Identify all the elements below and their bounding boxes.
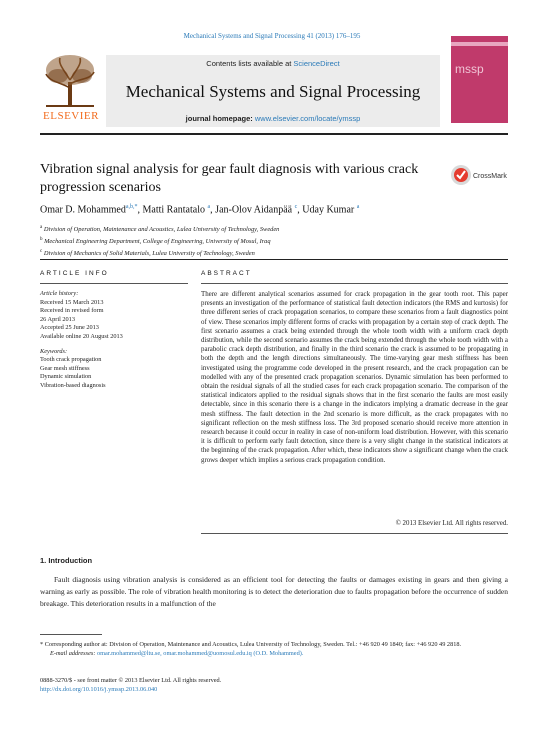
cover-label: mssp xyxy=(455,62,484,76)
crossmark-icon[interactable] xyxy=(450,163,508,187)
author-name[interactable]: Matti Rantatalo xyxy=(142,204,205,216)
info-rule xyxy=(40,283,188,284)
author-sup[interactable]: a,b,* xyxy=(125,204,138,210)
article-info xyxy=(40,290,190,391)
article-title: Vibration signal analysis for gear fault diagnosis with various crack progression scenarios xyxy=(40,162,419,195)
header-rule xyxy=(40,133,508,135)
history-item: Available online 20 August 2013 xyxy=(40,332,123,340)
abstract-text: There are different analytical scenarios assumed for crack propagation in the gear tooth root. This paper presents an investigation of the performance of statistical fault detection indicators (the RMS and kurtosis) for three different series of crack propagation scenarios, to compare these scenarios from a fault diagnostics point of view. These scenarios imply different forms of cracks with propagation by a certain step of crack depth. The first scenario assumes a crack being extended through the whole tooth width with a uniform crack depth distribution, while the second scenario assumes the crack being extended through the whole tooth width with a parabolic crack depth distribution, and finally in the third scenario the crack is assumed to be propagating in both the depth and the length directions simultaneously. The time-varying gear mesh stiffness has been investigated using the programme code developed in the present research, and the crack propagation can be modelled with any of the presented crack propagation scenarios. Dynamic simulation has been performed to obtain the residual signals of all the studied cases for each crack propagation scenario. The comparison of the statistical indicators applied to the residual signals shows that in the first scenario the faults are most easily detectable, since in this scenario there is a change in the indicators implying a dramatic decrease in the gear mesh stiffness. The fault detection in the 2nd scenario is more difficult, as the crack propagates with no significant reflection on the mesh stiffness loss. The 3rd proposed scenario should receive more attention in research because it could occur in reality in case of non-uniform load distribution. However, with this scenario it is difficult to perform early fault detection, since there is a very slight change in the statistical indicators at the beginning of the crack propagation. After which, these indicators show a significant change when the crack grows deeper which implies a serious crack propagation condition. xyxy=(201,291,508,464)
issn-block xyxy=(40,676,508,694)
affiliation-text: Division of Mechanics of Solid Materials, Lulea University of Technology, Sweden xyxy=(43,250,255,258)
copyright: © 2013 Elsevier Ltd. All rights reserved. xyxy=(395,520,508,527)
affiliation xyxy=(40,247,508,259)
author-list: Omar D. Mohammed$^{a,b,*}$, Matti Rantatalo $^a$, Jan-Olov Aidanpää $^c$, Uday Kumar $^a$ xyxy=(40,204,360,216)
author-sup[interactable]: c xyxy=(294,204,298,210)
abstract-end-rule xyxy=(201,533,508,534)
email-links[interactable]: omar.mohammed@ltu.se, omar.mohammed@uomosul.edu.iq (O.D. Mohammed). xyxy=(97,650,304,657)
affiliation-sup: a xyxy=(40,225,43,230)
footnote-rule xyxy=(40,634,102,635)
keywords-label: Keywords: xyxy=(40,347,68,355)
homepage-link[interactable]: www.elsevier.com/locate/ymssp xyxy=(254,114,361,123)
crossmark-label: CrossMark xyxy=(473,173,507,180)
abstract-heading: ABSTRACT xyxy=(201,270,252,277)
keyword: Vibration-based diagnosis xyxy=(40,381,106,389)
affiliation-text: Division of Operation, Maintenance and Acoustics, Lulea University of Technology, Sweden xyxy=(43,226,280,234)
elsevier-tree-logo xyxy=(40,52,100,110)
history-item: Received in revised form xyxy=(40,307,104,315)
contents-line xyxy=(106,59,440,68)
publisher-name: ELSEVIER xyxy=(43,110,99,122)
history-label: Article history: xyxy=(40,290,79,297)
contents-prefix: Contents lists available at xyxy=(206,59,294,68)
author-name[interactable]: Jan-Olov Aidanpää xyxy=(215,204,293,216)
history-item: 26 April 2013 xyxy=(40,315,75,323)
intro-paragraph: Fault diagnosis using vibration analysis is considered as an efficient tool for detecting the faults or damages existing in gears and then giving a warning as early as possible. The role of vibration health monitoring is to detect the deterioration due to faults propagation before the occurrence of sudden breakage. This deterioration results in a malfunction of the xyxy=(40,575,508,608)
affiliation-sup: b xyxy=(40,237,43,243)
article-info-heading: ARTICLE INFO xyxy=(40,270,109,277)
history-item: Received 15 March 2013 xyxy=(40,298,104,306)
footnote xyxy=(40,640,508,658)
keyword: Gear mesh stiffness xyxy=(40,364,90,372)
abstract-rule xyxy=(201,283,508,284)
author-name[interactable]: Uday Kumar xyxy=(302,204,355,216)
affiliation xyxy=(40,223,508,235)
affiliations xyxy=(40,223,508,259)
homepage-prefix: journal homepage: xyxy=(185,114,255,123)
keyword: Dynamic simulation xyxy=(40,373,92,381)
affiliation-text: Mechanical Engineering Department, College of Engineering, University of Mosul, Iraq xyxy=(44,238,271,246)
homepage-line xyxy=(106,114,440,123)
keyword: Tooth crack propagation xyxy=(40,356,102,364)
corresponding-author: * Corresponding author at: Division of Operation, Maintenance and Acoustics, Lulea University of Technology, Sweden. Tel.: +46 920 49 1840; fax: +46 920 49 2818. xyxy=(40,641,462,648)
history-item: Accepted 25 June 2013 xyxy=(40,324,99,332)
author-sup[interactable]: a xyxy=(207,204,211,210)
author-name[interactable]: Omar D. Mohammed xyxy=(40,204,126,216)
affiliation-rule xyxy=(40,259,508,260)
cover-strip xyxy=(451,42,508,46)
affiliation xyxy=(40,235,508,247)
email-label: E-mail addresses: xyxy=(50,650,96,657)
affiliation-sup: c xyxy=(40,249,43,255)
doi-link[interactable]: http://dx.doi.org/10.1016/j.ymssp.2013.06.040 xyxy=(40,686,158,693)
sciencedirect-link[interactable]: ScienceDirect xyxy=(293,59,340,68)
section-heading: 1. Introduction xyxy=(40,556,93,565)
author-sup[interactable]: a xyxy=(356,204,360,210)
journal-cover[interactable] xyxy=(451,36,508,123)
issn-line: 0888-3270/$ - see front matter © 2013 Elsevier Ltd. All rights reserved. xyxy=(40,677,222,684)
running-head[interactable]: Mechanical Systems and Signal Processing 41 (2013) 176–195 xyxy=(183,32,361,40)
journal-title: Mechanical Systems and Signal Processing xyxy=(125,82,421,101)
email-line xyxy=(40,649,508,658)
